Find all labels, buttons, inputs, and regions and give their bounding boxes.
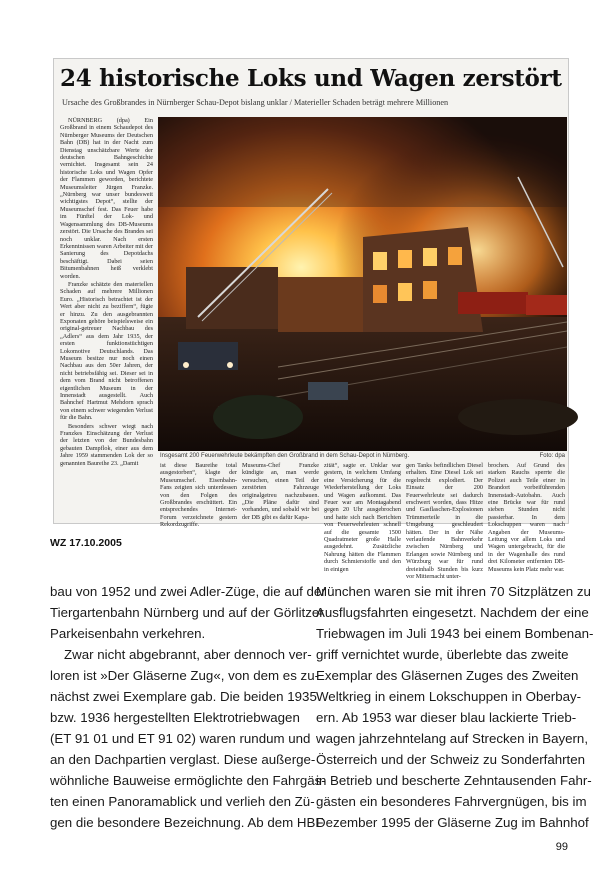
clipping-bottom-column: zität“, sagte er. Unklar war gestern, in welchem Umfang eine Versicherung für die Wiederherstellung der Loks und Wagen aufkommt. Das Feuer war am Montagabend gegen 20 Uhr ausgebrochen und hatte sich nach Berichten von Feuerwehrleuten schnell auf die gesamte 1500 Quadratmeter große Halle ausgedehnt. Zusätzliche Nahrung hätten die Flammen durch Schmierstoffe und den in einigen <box>324 462 401 573</box>
body-line: Exemplar des Gläsernen Zuges des Zweiten <box>316 668 579 683</box>
body-line: Ausflugsfahrten eingesetzt. Nachdem der eine <box>316 605 589 620</box>
photo-caption: Insgesamt 200 Feuerwehrleute bekämpften den Großbrand in dem Schau-Depot in Nürnberg. <box>160 453 410 459</box>
body-line: wöhnliche Bauweise ermöglichte den Fahrgäs- <box>50 773 326 788</box>
clipping-paragraph: NÜRNBERG (dpa) Ein Großbrand in einem Schaudepot des Nürnberger Museums der Deutschen Bahn (DB) hat in der Nacht zum Dienstag unschätzbare Werte der deutschen Bahngeschichte vernichtet. Insgesamt sein 24 historische Loks und Wagen Opfer der Flammen geworden, berichtete Museumsleiter Jürgen Franzke. „Nürnberg war unser bundesweit wichtigstes Depot“, stellte der Museumschef fest. Das Feuer habe im Fünftel der Lok- und Wagensammlung des DB-Museums zerstört. Die Ursache des Brandes sei noch unklar. Nach ersten Erkenntnissen waren Arbeiter mit der Sanierung des Depotdachs beschäftigt. Dabei seien Bitumenbahnen heiß verklebt worden. <box>60 117 153 280</box>
body-right-column <box>316 581 594 833</box>
clipping-bottom-columns <box>158 462 567 581</box>
body-line: griff vernichtet wurde, überlebte das zweite <box>316 647 569 662</box>
body-line: (ET 91 01 und ET 91 02) waren rundum und <box>50 731 311 746</box>
clipping-bottom-column: Museums-Chef Franzke kündigte an, man werde versuchen, einen Teil der zerstörten Fahrzeuge originalgetreu nachzubauen. „Die Pläne dafür sind vorhanden, und sobald wir bei der DB gibt es dafür Kapa- <box>242 462 319 521</box>
body-line: ten einen Panoramablick und verlieh den Zü- <box>50 794 315 809</box>
body-line: ern. Ab 1953 war dieser blau lackierte Trieb- <box>316 710 577 725</box>
clipping-paragraph: Franzke schätzte den materiellen Schaden auf mehrere Millionen Euro. „Historisch betrachtet ist der Wert aber nicht zu beziffern“, fügte er hinzu. Zu den ausgebrannten Exponaten gehöre beispielsweise ein original-getreuer Nachbau des „Adlers“ aus dem Jahr 1935, der ersten funktionstüchtigen Lokomotive Deutschlands. Das Museum besitze nur noch einen Nachbau aus den 50er Jahren, der nicht betriebsfähig sei. Dieser sei in dem vom Brand nicht betroffenen eigentlichen Museum in der Innenstadt ausgestellt. Auch Bahnchef Hartmut Mehdorn sprach von einem schwer wiegenden Verlust für die Bahn. <box>60 280 153 422</box>
body-line: nächst zwei Exemplare gab. Die beiden 1935 <box>50 689 317 704</box>
body-line: Österreich und der Schweiz zu Sonderfahrten <box>316 752 586 767</box>
clipping-bottom-column: gen Tanks befindlichen Diesel erhalten. Eine Diesel Lok sei regelrecht explodiert. Der Einsatz der 200 Feuerwehrleute sei dadurch erschwert worden, dass Hitze und Gasflaschen-Explosionen Trümmerteile in die Umgebung geschleudert hätten. Der in der Nähe verlaufende Bahnverkehr zwischen Nürnberg und Erlangen sowie Nürnberg und Würzburg war für rund dreieinhalb Stunden bis kurz vor Mitternacht unter- <box>406 462 483 581</box>
body-line: in Betrieb und bescherte Zehntausenden Fahr- <box>316 773 592 788</box>
body-line: Tiergartenbahn Nürnberg und auf der Görlitzer <box>50 605 324 620</box>
body-line: an den Dachpartien verglast. Diese außerge- <box>50 752 316 767</box>
body-line: Triebwagen im Juli 1943 bei einem Bombenan- <box>316 626 594 641</box>
body-line: Dezember 1995 der Gläserne Zug im Bahnhof <box>316 815 589 830</box>
body-line: gen die besondere Bezeichnung. Ab dem HBF <box>50 815 324 830</box>
source-label: WZ 17.10.2005 <box>50 537 122 549</box>
body-line: Weltkrieg in einem Lokschuppen in Oberbay- <box>316 689 582 704</box>
clipping-subheadline: Ursache des Großbrandes in Nürnberger Schau-Depot bislang unklar / Materieller Schaden beträgt mehrere Millionen <box>62 98 449 107</box>
clipping-left-column <box>60 117 153 521</box>
clipping-bottom-column: ist diese Baureihe total ausgestorben“, klagte der Museumschef. Eisenbahn-Fans zeigten sich unterdessen von den Folgen des Großbrandes erschüttert. Ein entsprechendes Internet-Forum verzeichnete gestern Rekordzugriffe. <box>160 462 237 529</box>
body-line: loren ist »Der Gläserne Zug«, von dem es zu- <box>50 668 320 683</box>
body-line: Parkeisenbahn verkehren. <box>50 626 206 641</box>
body-line: wagen jahrzehntelang auf Strecken in Bayern, <box>316 731 589 746</box>
body-line: München waren sie mit ihren 70 Sitzplätzen zu <box>316 584 591 599</box>
clipping-paragraph: Besonders schwer wiegt nach Franzkes Einschätzung der Verlust der letzten von der Bundesbahn gebauten Dampflok, einer aus dem Jahre 1959 stammenden Lok der so genannten Baureihe 23. „Damit <box>60 422 153 467</box>
fire-photo <box>158 117 567 451</box>
body-left-column <box>50 581 326 833</box>
body-line: bzw. 1936 hergestellten Elektrotriebwagen <box>50 710 300 725</box>
body-line: bau von 1952 und zwei Adler-Züge, die auf der <box>50 584 326 599</box>
clipping-headline: 24 historische Loks und Wagen zerstört <box>60 65 562 92</box>
photo-credit: Foto: dpa <box>539 453 565 459</box>
clipping-bottom-column: brochen. Auf Grund des starken Rauchs sperrte die Polizei auch Teile einer in Brandort vorbeiführenden Innenstadt-Autobahn. Auch eine Brücke war für rund sieben Stunden nicht passierbar. In dem Lokschuppen waren nach Angaben der Museums-Leitung vor allem Loks und Wagen untergebracht, für die in der Wagenhalle des rund drei Kilometer entfernten DB-Museums kein Platz mehr war. <box>488 462 565 573</box>
page-number: 99 <box>555 841 568 853</box>
photo-caption-row <box>160 453 565 459</box>
body-line: Zwar nicht abgebrannt, aber dennoch ver- <box>64 647 312 662</box>
body-line: gästen ein besonderes Fahrvergnügen, bis im <box>316 794 587 809</box>
